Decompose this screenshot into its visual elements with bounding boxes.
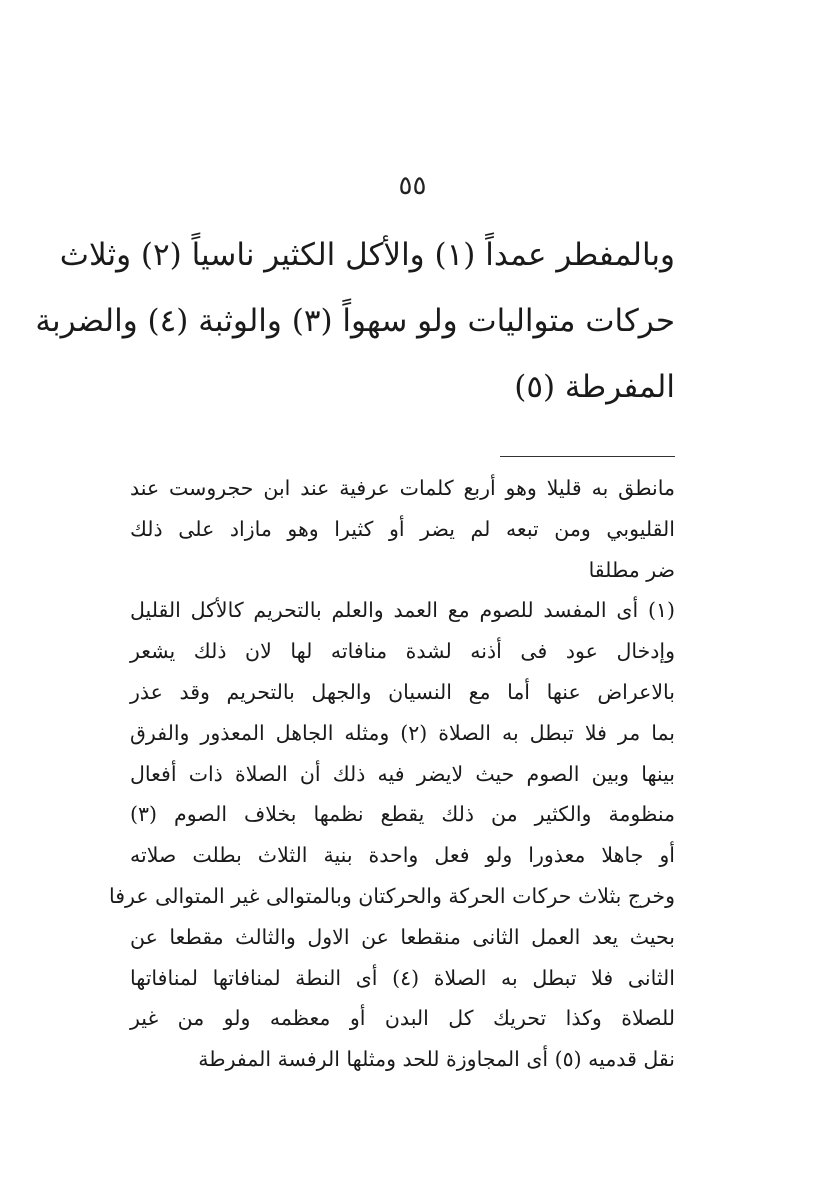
footnote-line: مانطق به قليلا وهو أربع كلمات عرفية عند ابن حجروست عند (130, 476, 675, 500)
footnote-line: (١) أى المفسد للصوم مع العمد والعلم بالتحريم كالأكل القليل (130, 598, 675, 623)
footnote-line: وخرج بثلاث حركات الحركة والحركتان وبالمتوالى غير المتوالى عرفا (109, 883, 675, 908)
footnote-line: منظومة والكثير من ذلك يقطع نظمها بخلاف الصوم (٣) (130, 802, 675, 827)
footnote-line: بينها وبين الصوم حيث لايضر فيه ذلك أن الصلاة ذات أفعال (130, 761, 675, 786)
footnote-line: الثانى فلا تبطل به الصلاة (٤) أى النطة لمنافاتها لمنافاتها (130, 965, 675, 990)
footnote-line: ضر مطلقا (588, 557, 675, 582)
main-text-line: وبالمفطر عمداً (١) والأكل الكثير ناسياً (٢) وثلاث (59, 237, 675, 273)
page-number: ٥٥ (398, 171, 427, 201)
footnotes-block (109, 468, 676, 1080)
footnote-line: وإدخال عود فى أذنه لشدة منافاته لها لان ذلك يشعر (130, 639, 676, 664)
footnote-line: للصلاة وكذا تحريك كل البدن أو معظمه ولو من غير (130, 1006, 675, 1031)
footnote-line: القليوبي ومن تبعه لم يضر أو كثيرا وهو مازاد على ذلك (130, 516, 675, 541)
main-text-line: المفرطة (٥) (514, 369, 675, 405)
footnote-line: بما مر فلا تبطل به الصلاة (٢) ومثله الجاهل المعذور والفرق (130, 720, 676, 745)
main-text-block (35, 222, 675, 420)
footnote-line: أو جاهلا معذورا ولو فعل واحدة بنية الثلاث بطلت صلاته (130, 843, 675, 868)
footnote-divider (500, 456, 675, 457)
footnote-line: بحيث يعد العمل الثانى منقطعا عن الاول والثالث مقطعا عن (130, 924, 675, 949)
footnote-line: نقل قدميه (٥) أى المجاوزة للحد ومثلها الرفسة المفرطة (198, 1047, 675, 1072)
main-text-line: حركات متواليات ولو سهواً (٣) والوثبة (٤) والضربة (35, 303, 675, 339)
footnote-line: بالاعراض عنها أما مع النسيان والجهل بالتحريم وقد عذر (130, 679, 675, 704)
